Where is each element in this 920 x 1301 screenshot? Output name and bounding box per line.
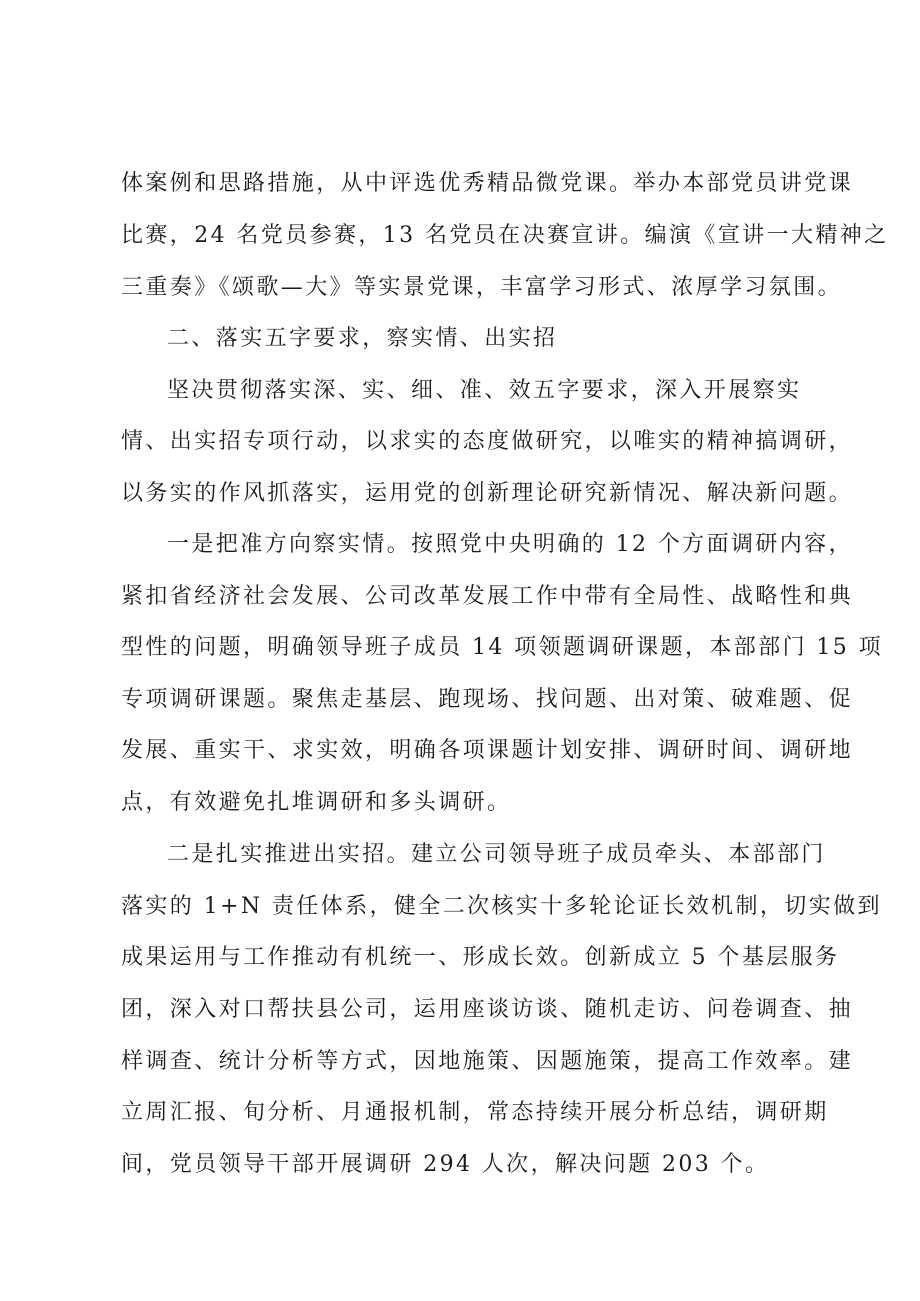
text-line: 紧扣省经济社会发展、公司改革发展工作中带有全局性、战略性和典 — [121, 584, 854, 609]
text-line: 专项调研课题。聚焦走基层、跑现场、找问题、出对策、破难题、促 — [121, 687, 854, 712]
text-line: 情、出实招专项行动，以求实的态度做研究，以唯实的精神搞调研， — [121, 429, 854, 454]
text-line: 以务实的作风抓落实，运用党的创新理论研究新情况、解决新问题。 — [121, 481, 854, 506]
text-line: 间，党员领导干部开展调研 294 人次，解决问题 203 个。 — [121, 1152, 770, 1177]
text-line: 比赛，24 名党员参赛，13 名党员在决赛宣讲。编演《宣讲一大精神之 — [121, 223, 889, 248]
text-line: 样调查、统计分析等方式，因地施策、因题施策，提高工作效率。建 — [121, 1049, 854, 1074]
text-line: 型性的问题，明确领导班子成员 14 项领题调研课题，本部部门 15 项 — [121, 635, 883, 660]
text-line: 发展、重实干、求实效，明确各项课题计划安排、调研时间、调研地 — [121, 738, 854, 763]
text-line: 三重奏》《颂歌—大》等实景党课，丰富学习形式、浓厚学习氛围。 — [121, 275, 843, 300]
text-line: 二是扎实推进出实招。建立公司领导班子成员牵头、本部部门 — [167, 842, 826, 867]
text-line: 体案例和思路措施，从中评选优秀精品微党课。举办本部党员讲党课 — [121, 171, 854, 196]
section-heading: 二、落实五字要求，察实情、出实招 — [167, 326, 558, 351]
text-line: 成果运用与工作推动有机统一、形成长效。创新成立 5 个基层服务 — [121, 945, 840, 970]
text-line: 立周汇报、旬分析、月通报机制，常态持续开展分析总结，调研期 — [121, 1100, 829, 1125]
text-line: 点，有效避免扎堆调研和多头调研。 — [121, 790, 512, 815]
text-line: 一是把准方向察实情。按照党中央明确的 12 个方面调研内容， — [167, 532, 853, 557]
text-line: 坚决贯彻落实深、实、细、准、效五字要求，深入开展察实 — [167, 378, 802, 403]
text-line: 落实的 1+N 责任体系，健全二次核实十多轮论证长效机制，切实做到 — [121, 894, 882, 919]
text-line: 团，深入对口帮扶县公司，运用座谈访谈、随机走访、问卷调查、抽 — [121, 997, 854, 1022]
